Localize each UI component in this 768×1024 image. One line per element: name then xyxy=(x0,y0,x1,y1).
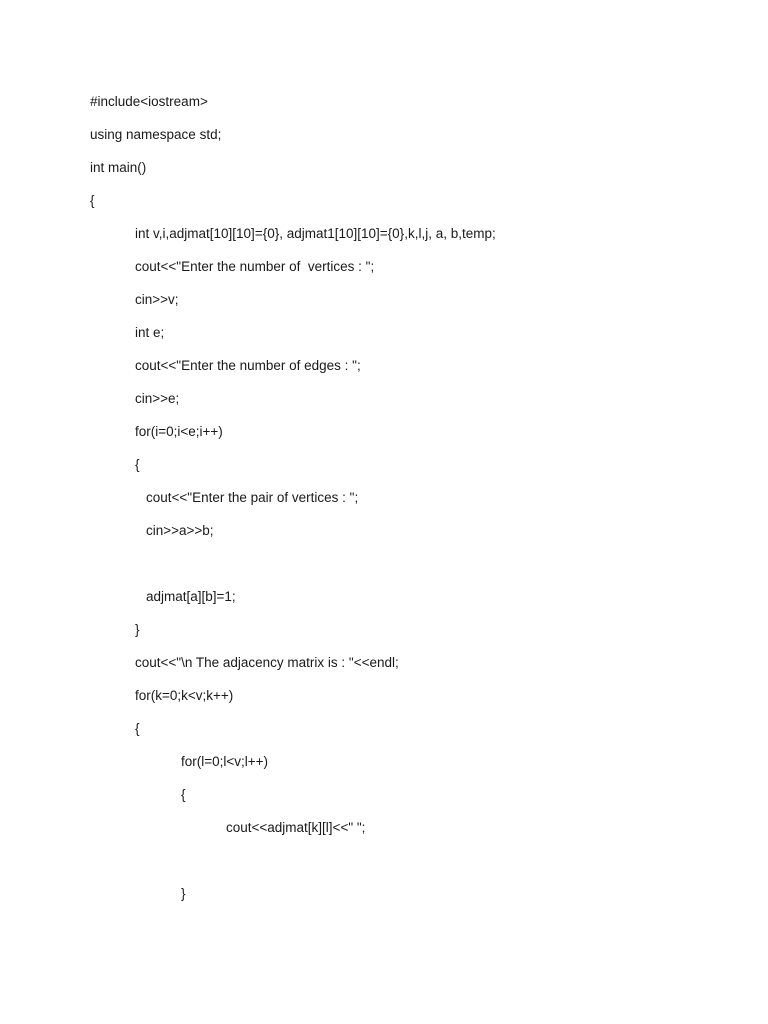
code-line: cout<<adjmat[k][l]<<" "; xyxy=(226,820,366,835)
code-line: for(i=0;i<e;i++) xyxy=(135,424,223,439)
code-line: cout<<"\n The adjacency matrix is : "<<endl; xyxy=(135,655,399,670)
code-line: { xyxy=(135,721,140,736)
code-line: #include<iostream> xyxy=(90,94,208,109)
code-line: int main() xyxy=(90,160,147,175)
code-line: { xyxy=(90,193,95,208)
code-line: { xyxy=(181,787,186,802)
code-line: for(k=0;k<v;k++) xyxy=(135,688,234,703)
code-line: adjmat[a][b]=1; xyxy=(146,589,236,604)
code-line: cin>>a>>b; xyxy=(146,523,214,538)
code-line: using namespace std; xyxy=(90,127,222,142)
code-line: cout<<"Enter the number of vertices : "; xyxy=(135,259,375,274)
code-line: { xyxy=(135,457,140,472)
code-line: cout<<"Enter the pair of vertices : "; xyxy=(146,490,359,505)
code-line: cin>>v; xyxy=(135,292,179,307)
code-line: } xyxy=(181,886,186,901)
code-line: for(l=0;l<v;l++) xyxy=(181,754,269,769)
code-line: cin>>e; xyxy=(135,391,180,406)
code-line: int e; xyxy=(135,325,165,340)
code-line: cout<<"Enter the number of edges : "; xyxy=(135,358,361,373)
code-line: } xyxy=(135,622,140,637)
code-line: int v,i,adjmat[10][10]={0}, adjmat1[10][10]={0},k,l,j, a, b,temp; xyxy=(135,226,496,241)
